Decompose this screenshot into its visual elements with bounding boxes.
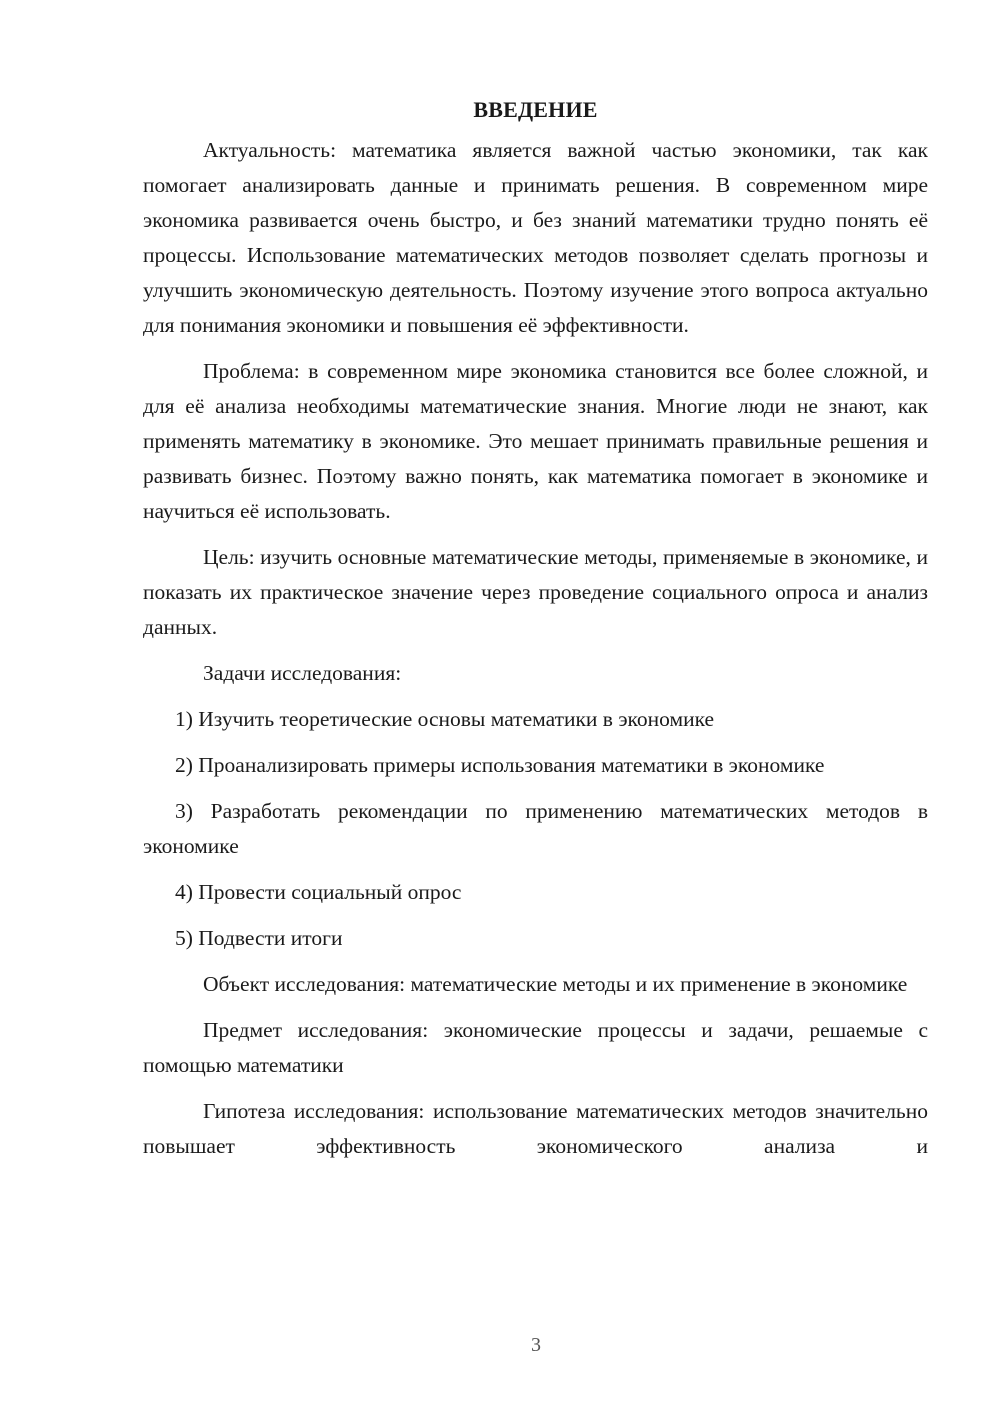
paragraph-subject: Предмет исследования: экономические процессы и задачи, решаемые с помощью математики bbox=[143, 1018, 928, 1077]
task-item-4: 4) Провести социальный опрос bbox=[175, 880, 462, 904]
document-heading: ВВЕДЕНИЕ bbox=[473, 97, 598, 122]
paragraph-object: Объект исследования: математические методы и их применение в экономике bbox=[203, 972, 908, 996]
paragraph-problem: Проблема: в современном мире экономика становится все более сложной, и для её анализа необходимы математические знания. Многие люди не знают, как применять математику в экономике. Это мешает принимать правильные решения и развивать бизнес. Поэтому важно понять, как математика помогает в экономике и научиться её использовать. bbox=[143, 359, 928, 523]
task-item-5: 5) Подвести итоги bbox=[175, 926, 343, 950]
task-item-1: 1) Изучить теоретические основы математики в экономике bbox=[175, 707, 715, 731]
paragraph-goal: Цель: изучить основные математические методы, применяемые в экономике, и показать их практическое значение через проведение социального опроса и анализ данных. bbox=[143, 545, 928, 639]
document-page bbox=[143, 94, 928, 1164]
paragraph-tasks-intro: Задачи исследования: bbox=[203, 661, 402, 685]
page-number: 3 bbox=[531, 1334, 541, 1356]
task-item-2: 2) Проанализировать примеры использования математики в экономике bbox=[175, 753, 825, 777]
task-item-3: 3) Разработать рекомендации по применению математических методов в экономике bbox=[143, 799, 928, 858]
paragraph-hypothesis: Гипотеза исследования: использование математических методов значительно повышает эффективность экономического анализа и bbox=[143, 1099, 928, 1158]
paragraph-relevance: Актуальность: математика является важной частью экономики, так как помогает анализировать данные и принимать решения. В современном мире экономика развивается очень быстро, и без знаний математики трудно понять её процессы. Использование математических методов позволяет сделать прогнозы и улучшить экономическую деятельность. Поэтому изучение этого вопроса актуально для понимания экономики и повышения её эффективности. bbox=[143, 138, 928, 337]
